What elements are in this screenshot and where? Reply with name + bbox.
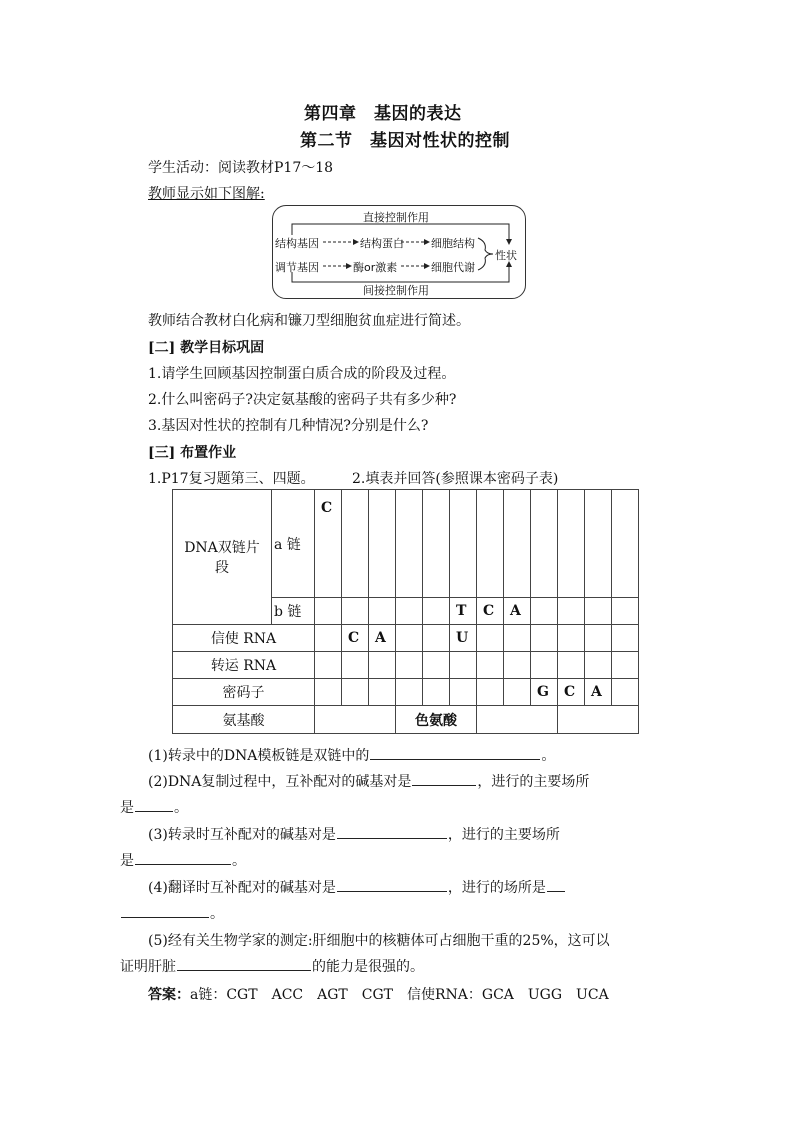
table-cell <box>423 652 450 679</box>
table-cell <box>342 598 369 625</box>
question-2: (2)DNA复制过程中，互补配对的碱基对是 ，进行的主要场所 <box>148 771 589 791</box>
page-title: 第四章 基因的表达 <box>304 104 462 124</box>
table-row-a <box>173 490 639 598</box>
table-cell <box>504 490 531 598</box>
table-cell <box>396 652 423 679</box>
table-cell <box>585 598 612 625</box>
table-cell <box>531 625 558 652</box>
table-cell <box>558 598 585 625</box>
answer-blank[interactable] <box>337 877 447 892</box>
table-cell <box>315 625 342 652</box>
codon-label: 密码子 <box>173 679 315 706</box>
table-cell <box>612 598 639 625</box>
question-5: (5)经有关生物学家的测定:肝细胞中的核糖体可占细胞干重的25%，这可以 <box>148 933 610 949</box>
table-cell <box>531 598 558 625</box>
teacher-explain-text: 教师结合教材白化病和镰刀型细胞贫血症进行简述。 <box>148 313 470 329</box>
section2-heading: [二] 教学目标巩固 <box>148 340 265 356</box>
table-row-mrna <box>173 625 639 652</box>
table-cell: C <box>558 679 585 706</box>
structure-gene: 结构基因 <box>275 237 319 250</box>
mrna-label: 信使 RNA <box>173 625 315 652</box>
table-cell: T <box>450 598 477 625</box>
answer-blank[interactable] <box>135 850 231 865</box>
amino-tryptophan: 色氨酸 <box>396 706 477 734</box>
question-4: (4)翻译时互补配对的碱基对是 ，进行的场所是 <box>148 877 566 897</box>
table-cell <box>396 679 423 706</box>
table-cell <box>531 490 558 598</box>
table-cell <box>315 598 342 625</box>
answer-blank[interactable] <box>412 771 476 786</box>
table-cell <box>315 706 396 734</box>
homework-task-1: 1.P17复习题第三、四题。 <box>148 471 315 487</box>
table-cell <box>450 490 477 598</box>
question-2-cont: 是 。 <box>120 797 188 817</box>
table-cell <box>342 490 369 598</box>
section2-item-3: 3.基因对性状的控制有几种情况?分别是什么? <box>148 418 429 434</box>
table-cell <box>423 625 450 652</box>
answer-blank[interactable] <box>370 745 540 760</box>
table-cell <box>423 598 450 625</box>
table-cell <box>558 490 585 598</box>
table-cell: A <box>585 679 612 706</box>
table-cell <box>423 679 450 706</box>
regulatory-gene: 调节基因 <box>275 261 319 274</box>
teacher-show-text: 教师显示如下图解: <box>148 186 265 202</box>
table-cell <box>504 679 531 706</box>
table-cell <box>612 679 639 706</box>
answer-label: 答案： <box>148 987 190 1003</box>
dna-label: DNA双链片段 <box>173 490 272 625</box>
table-cell <box>396 625 423 652</box>
table-cell <box>450 652 477 679</box>
table-cell <box>477 679 504 706</box>
table-cell <box>315 652 342 679</box>
table-cell <box>342 679 369 706</box>
table-cell: A <box>369 625 396 652</box>
table-cell <box>369 490 396 598</box>
question-3-cont: 是 。 <box>120 850 246 870</box>
table-cell: C <box>342 625 369 652</box>
table-cell <box>315 679 342 706</box>
table-cell <box>612 490 639 598</box>
section-subtitle: 第二节 基因对性状的控制 <box>300 131 510 151</box>
a-chain-label: a 链 <box>272 490 315 598</box>
table-row-codon <box>173 679 639 706</box>
enzyme-hormone: 酶or激素 <box>353 261 398 274</box>
b-chain-label: b 链 <box>272 598 315 625</box>
table-cell <box>585 490 612 598</box>
cell-structure: 细胞结构 <box>431 237 475 250</box>
table-cell: C <box>315 490 342 598</box>
table-cell: A <box>504 598 531 625</box>
question-5-cont: 证明肝脏 的能力是很强的。 <box>120 956 424 976</box>
trna-label: 转运 RNA <box>173 652 315 679</box>
table-cell: C <box>477 598 504 625</box>
structure-protein: 结构蛋白 <box>360 237 404 250</box>
answer-line <box>148 984 609 1004</box>
trait-label: 性状 <box>495 249 517 262</box>
homework-task-2: 2.填表并回答(参照课本密码子表) <box>352 471 559 487</box>
table-cell <box>612 652 639 679</box>
amino-label: 氨基酸 <box>173 706 315 734</box>
codon-table <box>172 489 639 734</box>
table-cell <box>477 706 558 734</box>
answer-text: a链：CGT ACC AGT CGT 信使RNA：GCA UGG UCA <box>190 987 609 1003</box>
answer-blank[interactable] <box>121 903 209 918</box>
table-row-amino <box>173 706 639 734</box>
indirect-control-label: 间接控制作用 <box>363 284 429 297</box>
table-cell <box>504 652 531 679</box>
table-cell <box>369 652 396 679</box>
table-cell <box>612 625 639 652</box>
table-cell <box>396 490 423 598</box>
table-cell <box>585 652 612 679</box>
question-1: (1)转录中的DNA模板链是双链中的 。 <box>148 745 555 765</box>
gene-control-diagram <box>272 205 526 299</box>
table-cell <box>423 490 450 598</box>
table-cell <box>585 625 612 652</box>
table-cell <box>369 598 396 625</box>
table-cell <box>342 652 369 679</box>
section2-item-1: 1.请学生回顾基因控制蛋白质合成的阶段及过程。 <box>148 366 456 382</box>
table-cell <box>504 625 531 652</box>
cell-metabolism: 细胞代谢 <box>431 261 475 274</box>
table-cell <box>477 490 504 598</box>
activity-text: 学生活动：阅读教材P17～18 <box>148 160 334 176</box>
table-cell <box>450 679 477 706</box>
table-cell <box>369 679 396 706</box>
question-3: (3)转录时互补配对的碱基对是 ，进行的主要场所 <box>148 824 560 844</box>
answer-blank[interactable] <box>177 956 311 971</box>
table-cell: G <box>531 679 558 706</box>
section3-heading: [三] 布置作业 <box>148 445 237 461</box>
direct-control-label: 直接控制作用 <box>363 211 429 224</box>
table-cell <box>396 598 423 625</box>
table-cell <box>477 625 504 652</box>
table-cell <box>558 652 585 679</box>
answer-blank[interactable] <box>337 824 447 839</box>
answer-blank[interactable] <box>135 797 173 812</box>
question-4-cont: 。 <box>120 903 224 923</box>
table-row-trna <box>173 652 639 679</box>
table-cell <box>558 706 639 734</box>
table-cell: U <box>450 625 477 652</box>
table-cell <box>531 652 558 679</box>
section2-item-2: 2.什么叫密码子?决定氨基酸的密码子共有多少种? <box>148 392 457 408</box>
answer-blank[interactable] <box>547 877 565 892</box>
table-cell <box>477 652 504 679</box>
table-cell <box>558 625 585 652</box>
